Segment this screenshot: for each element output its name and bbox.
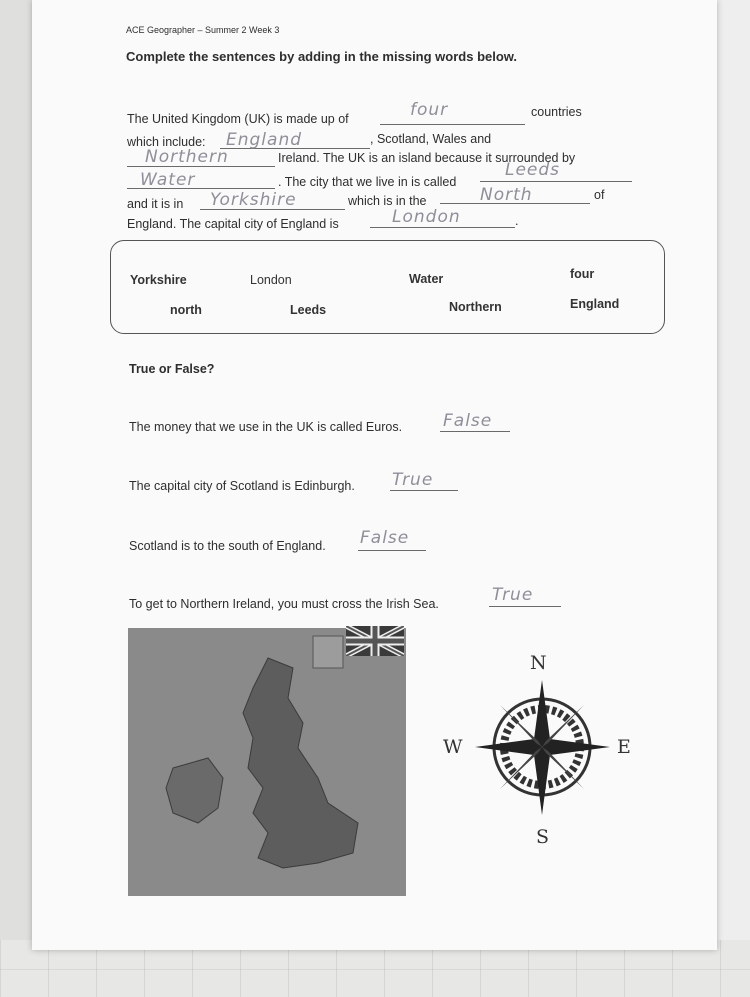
para-line-5b: which is in the: [348, 194, 427, 208]
blank-line: [489, 606, 561, 607]
worksheet-title: ACE Geographer – Summer 2 Week 3: [126, 25, 280, 35]
para-line-2b: , Scotland, Wales and: [370, 132, 492, 146]
tf-question: The money that we use in the UK is called Euros.: [129, 420, 403, 434]
blank-line: [370, 227, 515, 228]
answer-capital: London: [392, 207, 461, 227]
para-line-6b: .: [515, 214, 519, 228]
background-left: [0, 0, 32, 997]
para-line-5a: and it is in: [127, 197, 184, 211]
tf-answer: False: [360, 528, 410, 548]
background-right: [717, 0, 750, 997]
blank-line: [380, 124, 525, 125]
answer-country: England: [226, 130, 303, 150]
blank-line: [358, 550, 426, 551]
para-line-1b: countries: [531, 105, 582, 119]
compass-south-label: S: [536, 826, 550, 848]
tf-question: Scotland is to the south of England.: [129, 539, 326, 553]
word-bank-item: Northern: [449, 300, 502, 314]
word-bank-item: four: [570, 267, 595, 281]
para-line-5c: of: [594, 188, 605, 202]
instructions: Complete the sentences by adding in the missing words below.: [126, 49, 518, 64]
tf-question: The capital city of Scotland is Edinburgh.: [129, 479, 355, 493]
blank-line: [440, 431, 510, 432]
para-line-3a: Ireland. The UK is an island because it surrounded by: [278, 151, 576, 165]
word-bank-box: [110, 240, 665, 334]
compass-west-label: W: [443, 736, 463, 758]
compass-north-label: N: [530, 652, 547, 674]
answer-direction: North: [480, 185, 533, 205]
word-bank-item: London: [250, 273, 292, 287]
answer-water: Water: [140, 170, 196, 190]
para-line-6a: England. The capital city of England is: [127, 217, 339, 231]
answer-northern: Northern: [145, 147, 229, 167]
word-bank-item: Leeds: [290, 303, 327, 317]
word-bank-item: north: [170, 303, 202, 317]
answer-county: Yorkshire: [210, 190, 297, 210]
para-line-4a: . The city that we live in is called: [278, 175, 457, 189]
word-bank-item: Yorkshire: [130, 273, 187, 287]
blank-line: [480, 181, 632, 182]
tf-question: To get to Northern Ireland, you must cross the Irish Sea.: [129, 597, 439, 611]
answer-countries: four: [410, 100, 449, 120]
answer-city: Leeds: [505, 160, 561, 180]
para-line-1a: The United Kingdom (UK) is made up of: [127, 112, 349, 126]
uk-map-image: [128, 628, 406, 896]
tf-answer: True: [392, 470, 434, 490]
true-false-heading: True or False?: [129, 362, 215, 376]
tf-answer: True: [492, 585, 534, 605]
union-jack-flag-icon: [346, 626, 404, 656]
compass-east-label: E: [617, 736, 631, 758]
para-line-2a: which include:: [127, 135, 206, 149]
word-bank-item: England: [570, 297, 620, 311]
compass-rose-icon: [470, 675, 615, 820]
tf-answer: False: [443, 411, 493, 431]
word-bank-item: Water: [409, 272, 444, 286]
blank-line: [390, 490, 458, 491]
